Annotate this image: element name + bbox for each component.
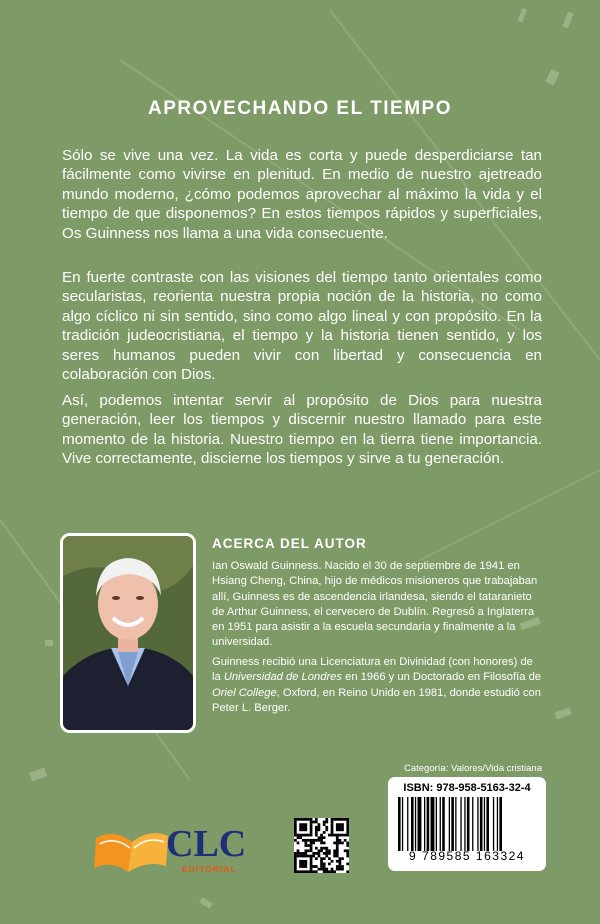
qr-code-icon [294, 818, 349, 873]
publisher-sub: EDITORIAL [182, 864, 237, 874]
publisher-logo [92, 820, 262, 880]
barcode-icon [398, 797, 536, 851]
isbn-label: ISBN: 978-958-5163-32-4 [403, 782, 531, 794]
author-photo [60, 533, 196, 733]
bio2-text-e: , Oxford, en Reino Unido en 1981, donde estudió con Peter L. Berger. [212, 686, 542, 714]
page-title: APROVECHANDO EL TIEMPO [148, 98, 452, 119]
bio2-college: Oriel College [212, 686, 277, 699]
barcode-panel [388, 777, 546, 871]
bio2-text-a: Guinness recibió una Licenciatura en Divinidad (con honores) de la [212, 656, 533, 684]
publisher-name: CLC [166, 823, 247, 865]
barcode-number: 9 789585 163324 [409, 849, 525, 863]
category-label: Categoría: Valores/Vida cristiana [403, 763, 542, 774]
description-paragraph-2: En fuerte contraste con las visiones del tiempo tanto orientales como secularistas, reorienta nuestra propia noción de la historia, no como algo cíclico ni sin sentido, sino como algo lineal y con propósito. En la tradición judeocristiana, el tiempo y la historia tienen sentido, y los seres humanos pueden vivir con libertad y consecuencia en colaboración con Dios. [62, 269, 542, 384]
description-paragraph-3: Así, podemos intentar servir al propósito de Dios para nuestra generación, leer los tiempos y discernir nuestro llamado para este momento de la historia. Nuestro tiempo en la tierra tiene importancia. Vive correctamente, discierne los tiempos y sirve a tu generación. [62, 392, 542, 468]
author-bio-paragraph-2 [212, 655, 542, 716]
bio2-university: Universidad de Londres [223, 671, 342, 684]
author-bio-paragraph-1: Ian Oswald Guinness. Nacido el 30 de septiembre de 1941 en Hsiang Cheng, China, hijo de médicos misioneros que trabajaban allí, Guinness es de ascendencia irlandesa, siendo el tataranieto de Arthur Guinness, el cervecero de Dublín. Regresó a Inglaterra en 1951 para asistir a la escuela secundaria y finalmente a la universidad. [212, 560, 538, 649]
description-paragraph-1: Sólo se vive una vez. La vida es corta y puede desperdiciarse tan fácilmente como vivirse en plenitud. En medio de nuestro ajetreado mundo moderno, ¿cómo podemos aprovechar al máximo la vida y el tiempo de que disponemos? En estos tiempos rápidos y superficiales, Os Guinness nos llama a una vida consecuente. [62, 147, 542, 242]
author-heading: ACERCA DEL AUTOR [212, 536, 367, 551]
open-book-icon [92, 820, 172, 880]
bio2-text-c: en 1966 y un Doctorado en Filosofía de [342, 671, 542, 684]
